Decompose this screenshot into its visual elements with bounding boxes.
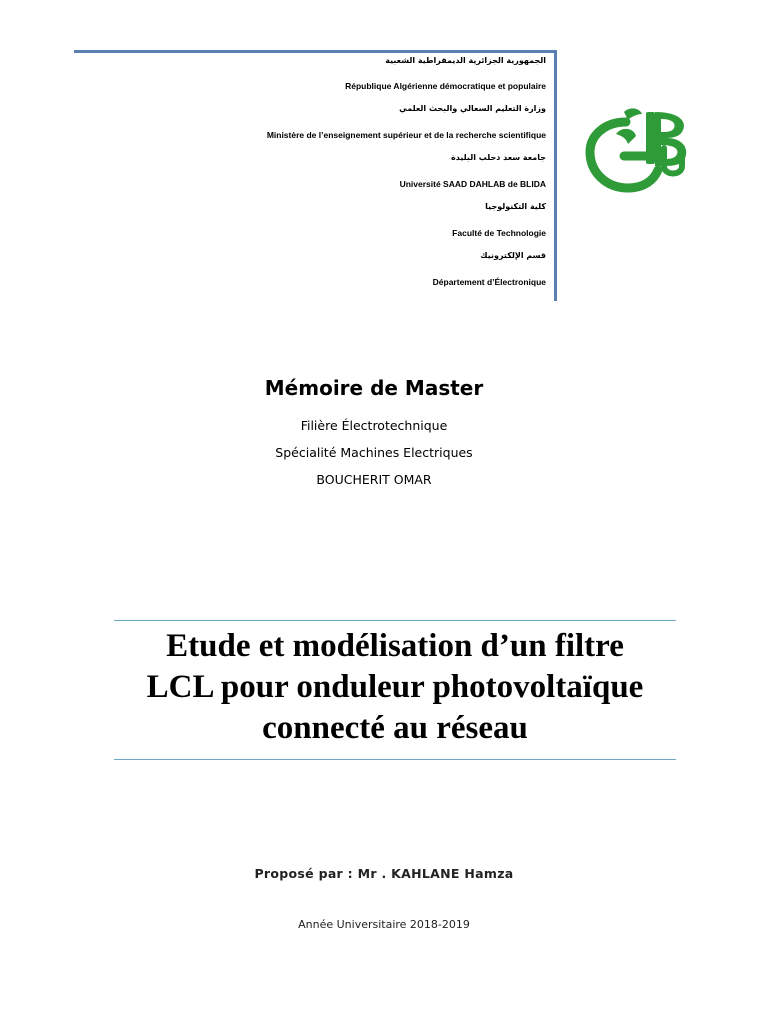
header-line-republic-ar: الجمهورية الجزائرية الديمقراطية الشعبية: [385, 56, 546, 65]
header-line-department-fr: Département d’Électronique: [432, 277, 546, 287]
header-line-university-ar: جامعة سعد دحلب البليدة: [451, 153, 546, 162]
memoire-title: Mémoire de Master: [264, 376, 484, 400]
thesis-title-box: [114, 620, 676, 760]
author-name: BOUCHERIT OMAR: [316, 472, 432, 487]
thesis-title-line-3: connecté au réseau: [262, 710, 528, 746]
thesis-title: [114, 626, 676, 749]
header-line-republic-fr: République Algérienne démocratique et populaire: [345, 81, 546, 91]
thesis-title-line-2: LCL pour onduleur photovoltaïque: [146, 669, 644, 705]
header-line-department-ar: قسم الإلكترونيك: [480, 251, 546, 260]
header-line-faculty-fr: Faculté de Technologie: [452, 228, 546, 238]
specialite-line: Spécialité Machines Electriques: [275, 445, 473, 460]
header-line-ministry-ar: وزارة التعليم السعالي والبحث العلمي: [399, 104, 546, 113]
header-line-faculty-ar: كلية التكنولوجيا: [485, 202, 546, 211]
university-logo-icon: [584, 104, 696, 196]
filiere-line: Filière Électrotechnique: [300, 418, 448, 433]
thesis-title-line-1: Etude et modélisation d’un filtre: [166, 628, 624, 664]
institution-header: [74, 50, 557, 301]
header-line-ministry-fr: Ministère de l’enseignement supérieur et de la recherche scientifique: [266, 130, 546, 140]
academic-year: Année Universitaire 2018-2019: [298, 918, 470, 931]
proposed-by: Proposé par : Mr . KAHLANE Hamza: [254, 866, 514, 881]
header-line-university-fr: Université SAAD DAHLAB de BLIDA: [399, 179, 546, 189]
